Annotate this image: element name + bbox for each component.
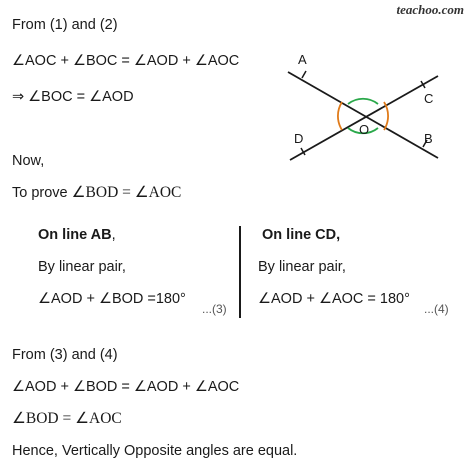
to-prove-prefix: To prove [12, 185, 72, 201]
conclusion-equation: ∠AOD + ∠BOD = ∠AOD + ∠AOC [12, 379, 240, 395]
intersecting-lines-figure [270, 40, 460, 175]
right-ref-4: ...(4) [424, 302, 449, 316]
left-sub: By linear pair, [38, 259, 126, 275]
angle-arc-aoc [348, 99, 378, 104]
label-d: D [294, 131, 304, 146]
right-equation: ∠AOD + ∠AOC = 180° [258, 291, 410, 307]
angle-arc-aod [338, 102, 342, 130]
conclusion-statement: Hence, Vertically Opposite angles are equal. [12, 443, 298, 459]
line-cd [290, 76, 438, 160]
left-ref-3: ...(3) [202, 302, 227, 316]
conclusion-result: ∠BOD = ∠AOC [12, 410, 122, 427]
proof-line-from-1-2: From (1) and (2) [12, 17, 118, 33]
left-equation: ∠AOD + ∠BOD =180° [38, 291, 186, 307]
watermark-logo: teachoo.com [396, 2, 464, 17]
left-heading-bold: On line AB [38, 227, 112, 243]
to-prove-math: ∠BOD = ∠AOC [71, 184, 182, 201]
proof-result-1: ⇒ ∠BOC = ∠AOD [12, 89, 134, 105]
label-c: C [424, 91, 434, 106]
label-b: B [424, 131, 433, 146]
conclusion-from-3-4: From (3) and (4) [12, 347, 118, 363]
tick-a [302, 71, 306, 78]
column-divider [239, 226, 241, 318]
to-prove-statement [12, 184, 181, 202]
right-sub: By linear pair, [258, 259, 346, 275]
label-a: A [298, 52, 307, 67]
line-ab [288, 72, 438, 158]
right-heading: On line CD, [262, 227, 341, 243]
proof-equation-1: ∠AOC + ∠BOC = ∠AOD + ∠AOC [12, 53, 240, 69]
proof-now: Now, [12, 153, 45, 169]
label-o: O [359, 122, 370, 137]
left-heading-suffix: , [111, 227, 116, 243]
left-heading [38, 226, 116, 244]
